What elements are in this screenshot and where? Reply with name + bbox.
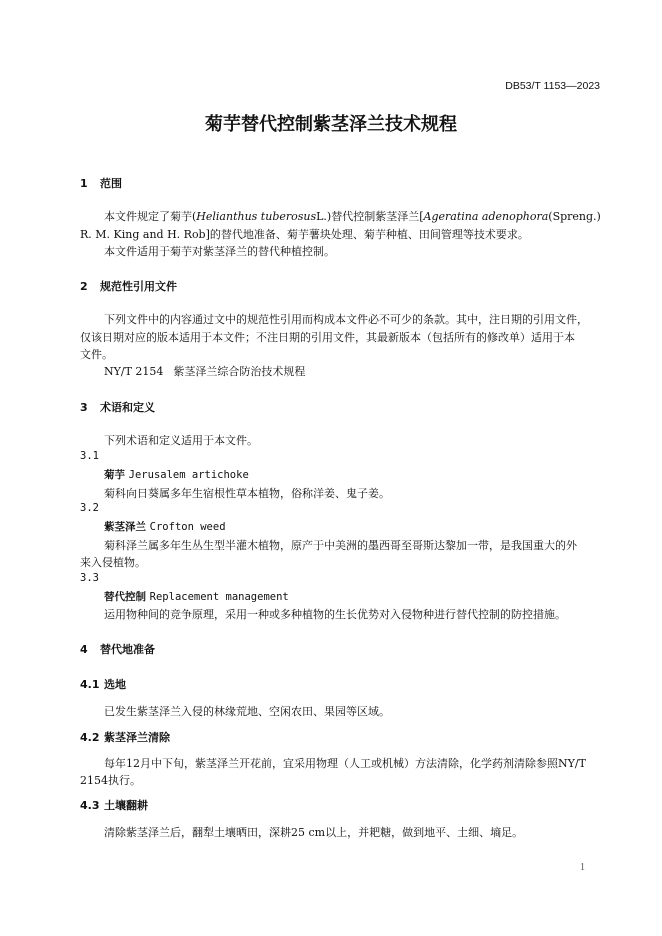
- section-title: 术语和定义: [100, 401, 155, 414]
- term-zh: 紫茎泽兰: [104, 521, 146, 533]
- reference-code: NY/T 2154: [104, 365, 164, 378]
- term-definition: 运用物种间的竞争原理，采用一种或多种植物的生长优势对入侵物种进行替代控制的防控措施。: [104, 608, 566, 621]
- normative-reference: [104, 363, 305, 379]
- term-definition: 菊科向日葵属多年生宿根性草本植物，俗称洋姜、鬼子姜。: [104, 487, 390, 500]
- term-en: Jerusalem artichoke: [128, 469, 249, 481]
- subsection-title: 紫茎泽兰清除: [104, 731, 170, 744]
- section-title: 规范性引用文件: [100, 280, 177, 293]
- section-3-heading: [80, 399, 155, 415]
- section-4-heading: [80, 641, 155, 657]
- section-3-intro: 下列术语和定义适用于本文件。: [104, 434, 258, 447]
- text-run: L.)替代控制紫茎泽兰[: [316, 210, 424, 223]
- latin-name: Helianthus tuberosus: [196, 210, 317, 223]
- subsection-title: 土壤翻耕: [104, 799, 148, 812]
- section-number: 3: [80, 401, 88, 414]
- term-zh: 菊芋: [104, 469, 125, 481]
- section-2-paragraph-line-1: 下列文件中的内容通过文中的规范性引用而构成本文件必不可少的条款。其中，注日期的引用文件，: [104, 313, 588, 326]
- term-number: 3.2: [80, 502, 99, 514]
- term-definition-line-1: 菊科泽兰属多年生丛生型半灌木植物，原产于中美洲的墨西哥至哥斯达黎加一带，是我国重大的外: [104, 539, 577, 552]
- term-definition-line-2: 来入侵植物。: [80, 556, 146, 569]
- section-2-paragraph-line-2: 仅该日期对应的版本适用于本文件；不注日期的引用文件，其最新版本（包括所有的修改单）适用于本: [80, 331, 575, 344]
- subsection-4-3-text: 清除紫茎泽兰后，翻犁土壤晒田，深耕25 cm以上，并耙糖，做到地平、土细、墒足。: [104, 826, 524, 839]
- subsection-4-2-text-line-2: 2154执行。: [80, 774, 141, 787]
- term-heading: [104, 519, 226, 534]
- subsection-4-2-text-line-1: 每年12月中下旬，紫茎泽兰开花前，宜采用物理（人工或机械）方法清除，化学药剂清除参照NY/T: [104, 757, 586, 770]
- term-number: 3.3: [80, 572, 99, 584]
- page-number: 1: [580, 862, 585, 873]
- latin-name: Ageratina adenophora: [423, 210, 549, 223]
- text-run: (Spreng.): [548, 210, 601, 223]
- term-heading: [104, 467, 249, 482]
- section-2-heading: [80, 278, 177, 294]
- subsection-number: 4.1: [80, 678, 100, 691]
- term-en: Replacement management: [149, 591, 289, 603]
- subsection-4-1-heading: [80, 676, 126, 692]
- term-heading: [104, 589, 289, 604]
- reference-title: 紫茎泽兰综合防治技术规程: [173, 365, 306, 378]
- section-1-paragraph-1-line-1: [104, 208, 601, 224]
- subsection-number: 4.2: [80, 731, 100, 744]
- section-1-paragraph-1-line-2: R. M. King and H. Rob]的替代地准备、菊芋薯块处理、菊芋种植、田间管理等技术要求。: [80, 228, 529, 241]
- term-zh: 替代控制: [104, 591, 146, 603]
- section-number: 2: [80, 280, 88, 293]
- section-1-heading: [80, 175, 122, 191]
- document-code: DB53/T 1153—2023: [505, 80, 600, 92]
- term-number: 3.1: [80, 450, 99, 462]
- section-1-paragraph-2: 本文件适用于菊芋对紫茎泽兰的替代种植控制。: [104, 245, 335, 258]
- subsection-4-1-text: 已发生紫茎泽兰入侵的林缘荒地、空闲农田、果园等区域。: [104, 705, 390, 718]
- section-2-paragraph-line-3: 文件。: [80, 348, 113, 361]
- section-title: 范围: [100, 177, 122, 190]
- subsection-number: 4.3: [80, 799, 100, 812]
- section-number: 4: [80, 643, 88, 656]
- section-title: 替代地准备: [100, 643, 155, 656]
- text-run: 本文件规定了菊芋(: [104, 210, 197, 223]
- subsection-4-3-heading: [80, 797, 148, 813]
- subsection-title: 选地: [104, 678, 126, 691]
- page-title: 菊芋替代控制紫茎泽兰技术规程: [205, 114, 457, 135]
- term-en: Crofton weed: [149, 521, 226, 533]
- subsection-4-2-heading: [80, 729, 170, 745]
- section-number: 1: [80, 177, 88, 190]
